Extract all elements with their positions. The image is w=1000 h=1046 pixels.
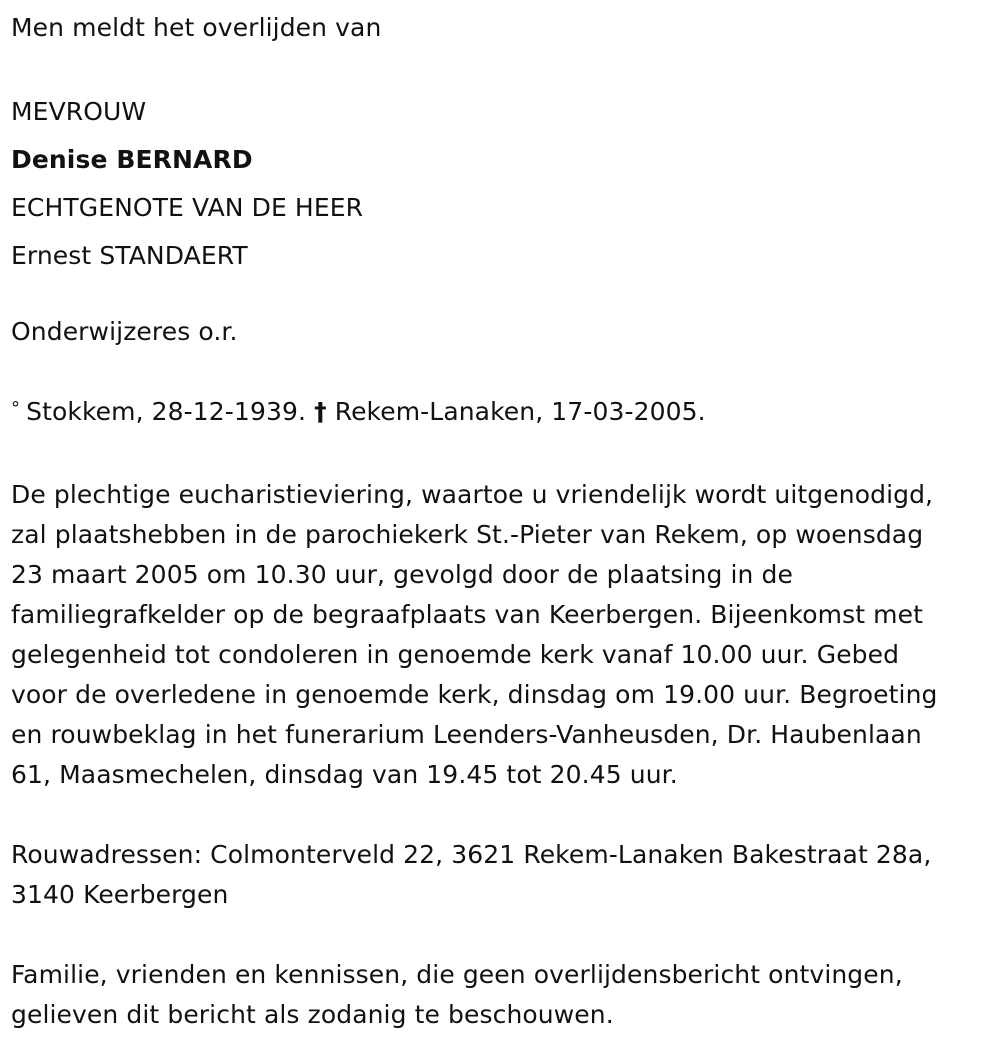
addresses-paragraph [11, 835, 990, 915]
spouse-name: Ernest STANDAERT [11, 241, 248, 270]
ceremony-line: 23 maart 2005 om 10.30 uur, gevolgd door de plaatsing in de [11, 560, 793, 589]
occupation-text: Onderwijzeres o.r. [11, 317, 238, 346]
birth-text: Stokkem, 28-12-1939. [26, 397, 307, 426]
ceremony-line: gelegenheid tot condoleren in genoemde kerk vanaf 10.00 uur. Gebed [11, 640, 900, 669]
dates-line [11, 392, 990, 435]
address-line: Rouwadressen: Colmonterveld 22, 3621 Rekem-Lanaken Bakestraat 28a, [11, 840, 932, 869]
birth-mark-icon: ° [11, 398, 21, 419]
deceased-block [11, 88, 990, 280]
death-text: Rekem-Lanaken, 17-03-2005. [334, 397, 706, 426]
address-line: 3140 Keerbergen [11, 880, 229, 909]
ceremony-line: en rouwbeklag in het funerarium Leenders-Vanheusden, Dr. Haubenlaan [11, 720, 922, 749]
closing-line: gelieven dit bericht als zodanig te beschouwen. [11, 1000, 614, 1029]
title-text: MEVROUW [11, 97, 147, 126]
ceremony-paragraph [11, 475, 990, 795]
cross-icon: † [314, 397, 327, 426]
ceremony-line: voor de overledene in genoemde kerk, dinsdag om 19.00 uur. Begroeting [11, 680, 938, 709]
ceremony-line: zal plaatshebben in de parochiekerk St.-Pieter van Rekem, op woensdag [11, 520, 924, 549]
closing-paragraph [11, 955, 990, 1035]
ceremony-line: De plechtige eucharistieviering, waartoe u vriendelijk wordt uitgenodigd, [11, 480, 934, 509]
intro-text: Men meldt het overlijden van [11, 13, 382, 42]
ceremony-line: familiegrafkelder op de begraafplaats van Keerbergen. Bijeenkomst met [11, 600, 923, 629]
closing-line: Familie, vrienden en kennissen, die geen overlijdensbericht ontvingen, [11, 960, 903, 989]
ceremony-line: 61, Maasmechelen, dinsdag van 19.45 tot 20.45 uur. [11, 760, 678, 789]
spouse-label: ECHTGENOTE VAN DE HEER [11, 193, 364, 222]
deceased-name: Denise BERNARD [11, 145, 253, 174]
